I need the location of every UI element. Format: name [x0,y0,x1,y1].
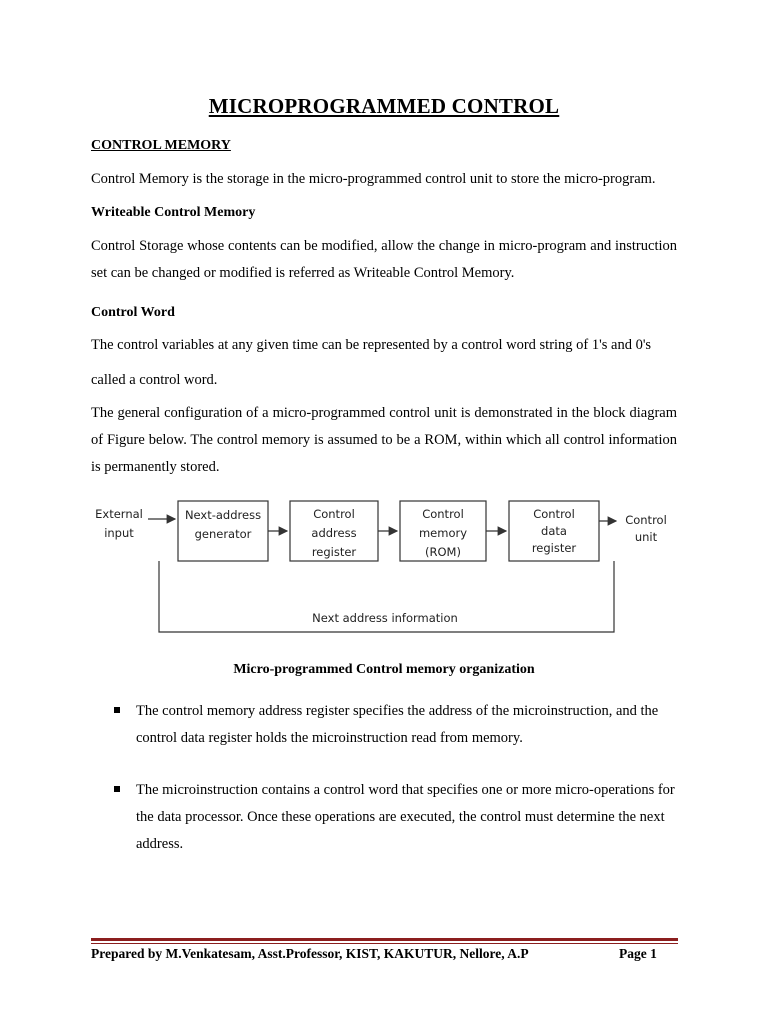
page-title: MICROPROGRAMMED CONTROL [208,94,560,118]
cdr-line1: Control [533,507,575,521]
control-word-text-line2: called a control word. [91,372,218,388]
next-address-generator-line2: generator [194,527,252,541]
cdr-line2: data [541,524,567,538]
section-heading-control-memory: CONTROL MEMORY [91,138,231,153]
rom-line1: Control [422,507,464,521]
footer-rule-thin [91,943,678,944]
bullet-item-2: The microinstruction contains a control word that specifies one or more micro-operations for the data processor. Once these operations are executed, the control must determine the next address. [136,782,675,852]
figure-caption: Micro-programmed Control memory organization [233,662,535,677]
control-memory-text: Control Memory is the storage in the micro-programmed control unit to store the micro-program. [91,171,656,187]
section-heading-writeable: Writeable Control Memory [91,205,256,220]
control-word-text-line1: The control variables at any given time can be represented by a control word string of 1's and 0's [91,337,652,353]
footer-page-number: Page 1 [619,946,657,961]
block-diagram [88,494,678,640]
rom-line3: (ROM) [425,545,461,559]
control-unit-line2: unit [634,530,658,544]
external-input-label-line1: External [95,507,143,521]
bullet-item-1: The control memory address register specifies the address of the microinstruction, and the control data register holds the microinstruction read from memory. [136,703,659,746]
next-address-information-label: Next address information [312,611,458,625]
car-line1: Control [313,507,355,521]
control-unit-line1: Control [625,513,667,527]
bullet-marker [114,786,120,792]
footer-rule-thick [91,938,678,941]
car-line3: register [311,545,357,559]
configuration-text: The general configuration of a micro-programmed control unit is demonstrated in the block diagram of Figure below. The control memory is assumed to be a ROM, within which all control information is permanently stored. [91,405,677,475]
writeable-text: Control Storage whose contents can be modified, allow the change in micro-program and instruction set can be changed or modified is referred as Writeable Control Memory. [91,238,677,281]
cdr-line3: register [531,541,577,555]
rom-line2: memory [418,526,468,540]
car-line2: address [311,526,357,540]
next-address-generator-line1: Next-address [184,508,262,522]
bullet-marker [114,707,120,713]
external-input-label-line2: input [104,526,134,540]
section-heading-control-word: Control Word [91,305,175,320]
footer-author: Prepared by M.Venkatesam, Asst.Professor, KIST, KAKUTUR, Nellore, A.P [91,946,529,961]
